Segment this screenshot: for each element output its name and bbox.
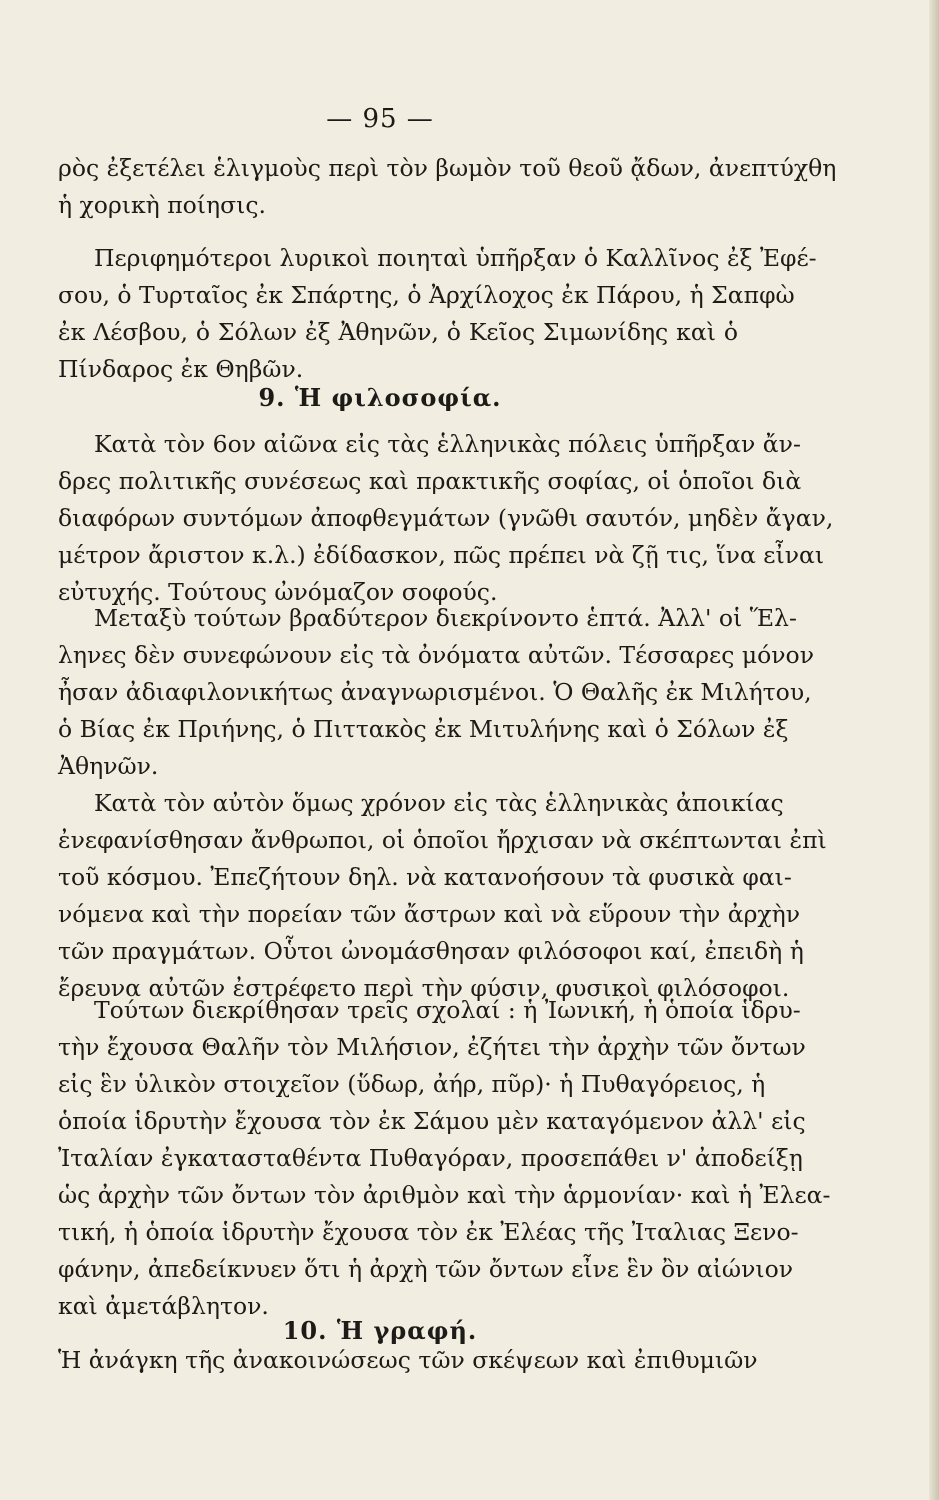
text-line: εὐτυχής. Τούτους ὠνόμαζον σοφούς. (58, 578, 498, 606)
text-line: τική, ἡ ὁποία ἱδρυτὴν ἔχουσα τὸν ἐκ Ἐλέας τῆς Ἰταλιας Ξενο- (58, 1218, 799, 1246)
text-line: Κατὰ τὸν 6ον αἰῶνα εἰς τὰς ἑλληνικὰς πόλεις ὑπῆρξαν ἄν- (94, 430, 801, 458)
paragraph-philosophers (58, 785, 827, 1007)
text-line: ἦσαν ἀδιαφιλονικήτως ἀναγνωρισμένοι. Ὁ Θαλῆς ἐκ Μιλήτου, (58, 678, 812, 706)
text-line: Κατὰ τὸν αὐτὸν ὅμως χρόνον εἰς τὰς ἑλληνικὰς ἀποικίας (94, 789, 784, 817)
text-line: μέτρον ἄριστον κ.λ.) ἐδίδασκον, πῶς πρέπει νὰ ζῇ τις, ἵνα εἶναι (58, 541, 825, 569)
paragraph-continuation (58, 150, 837, 224)
text-line: Πίνδαρος ἐκ Θηβῶν. (58, 355, 304, 383)
text-line: τὴν ἔχουσα Θαλῆν τὸν Μιλήσιον, ἐζήτει τὴν ἀρχὴν τῶν ὄντων (58, 1033, 806, 1061)
text-line: Τούτων διεκρίθησαν τρεῖς σχολαί : ἡ Ἰωνική, ἡ ὁποία ἱδρυ- (94, 996, 801, 1024)
text-line: φάνην, ἀπεδείκνυεν ὅτι ἡ ἀρχὴ τῶν ὄντων εἶνε ἓν ὂν αἰώνιον (58, 1255, 794, 1283)
text-line: τοῦ κόσμου. Ἐπεζήτουν δηλ. νὰ κατανοήσουν τὰ φυσικὰ φαι- (58, 863, 792, 891)
text-line: ἔρευνα αὐτῶν ἐστρέφετο περὶ τὴν φύσιν, φυσικοὶ φιλόσοφοι. (58, 974, 790, 1002)
text-line: Ἀθηνῶν. (58, 752, 159, 780)
text-line: νόμενα καὶ τὴν πορείαν τῶν ἄστρων καὶ νὰ εὕρουν τὴν ἀρχὴν (58, 900, 801, 928)
text-line: ρὸς ἐξετέλει ἑλιγμοὺς περὶ τὸν βωμὸν τοῦ θεοῦ ᾄδων, ἀνεπτύχθη (58, 154, 837, 182)
text-line: Περιφημότεροι λυρικοὶ ποιηταὶ ὑπῆρξαν ὁ Καλλῖνος ἐξ Ἐφέ- (94, 244, 817, 272)
text-line: εἰς ἓν ὑλικὸν στοιχεῖον (ὕδωρ, ἀήρ, πῦρ)· ἡ Πυθαγόρειος, ἡ (58, 1070, 766, 1098)
text-line: διαφόρων συντόμων ἀποφθεγμάτων (γνῶθι σαυτόν, μηδὲν ἄγαν, (58, 504, 834, 532)
text-line: ὡς ἀρχὴν τῶν ὄντων τὸν ἀριθμὸν καὶ τὴν ἁρμονίαν· καὶ ἡ Ἐλεα- (58, 1181, 831, 1209)
text-line: ἐκ Λέσβου, ὁ Σόλων ἐξ Ἀθηνῶν, ὁ Κεῖος Σιμωνίδης καὶ ὁ (58, 318, 738, 346)
text-line: ληνες δὲν συνεφώνουν εἰς τὰ ὀνόματα αὐτῶν. Τέσσαρες μόνον (58, 641, 814, 669)
section-heading-writing: 10. Ἡ γραφή. (282, 1316, 478, 1345)
text-line: Ἡ ἀνάγκη τῆς ἀνακοινώσεως τῶν σκέψεων καὶ ἐπιθυμιῶν (58, 1346, 758, 1374)
text-line: δρες πολιτικῆς συνέσεως καὶ πρακτικῆς σοφίας, οἱ ὁποῖοι διὰ (58, 467, 802, 495)
paragraph-writing (58, 1342, 758, 1379)
text-line: τῶν πραγμάτων. Οὗτοι ὠνομάσθησαν φιλόσοφοι καί, ἐπειδὴ ἡ (58, 937, 804, 965)
text-line: καὶ ἀμετάβλητον. (58, 1292, 269, 1320)
text-line: ἐνεφανίσθησαν ἄνθρωποι, οἱ ὁποῖοι ἤρχισαν νὰ σκέπτωνται ἐπὶ (58, 826, 827, 854)
paragraph-lyric-poets (58, 240, 817, 388)
text-line: Μεταξὺ τούτων βραδύτερον διεκρίνοντο ἑπτά. Ἀλλ' οἱ Ἕλ- (94, 604, 797, 632)
paragraph-wise-men (58, 426, 834, 611)
paragraph-three-schools (58, 992, 831, 1325)
text-line: Ἰταλίαν ἐγκατασταθέντα Πυθαγόραν, προσεπάθει ν' ἀποδείξῃ (58, 1144, 803, 1172)
text-line: ἡ χορικὴ ποίησις. (58, 191, 266, 219)
text-line: ὁ Βίας ἐκ Πριήνης, ὁ Πιττακὸς ἐκ Μιτυλήνης καὶ ὁ Σόλων ἐξ (58, 715, 789, 743)
text-line: σου, ὁ Τυρταῖος ἐκ Σπάρτης, ὁ Ἀρχίλοχος ἐκ Πάρου, ἡ Σαπφὼ (58, 281, 795, 309)
page-number: — 95 — (326, 104, 434, 134)
page-edge-shadow (929, 0, 939, 1500)
section-heading-philosophy: 9. Ἡ φιλοσοφία. (258, 383, 502, 412)
paragraph-seven-sages (58, 600, 814, 785)
text-line: ὁποία ἱδρυτὴν ἔχουσα τὸν ἐκ Σάμου μὲν καταγόμενον ἀλλ' εἰς (58, 1107, 806, 1135)
